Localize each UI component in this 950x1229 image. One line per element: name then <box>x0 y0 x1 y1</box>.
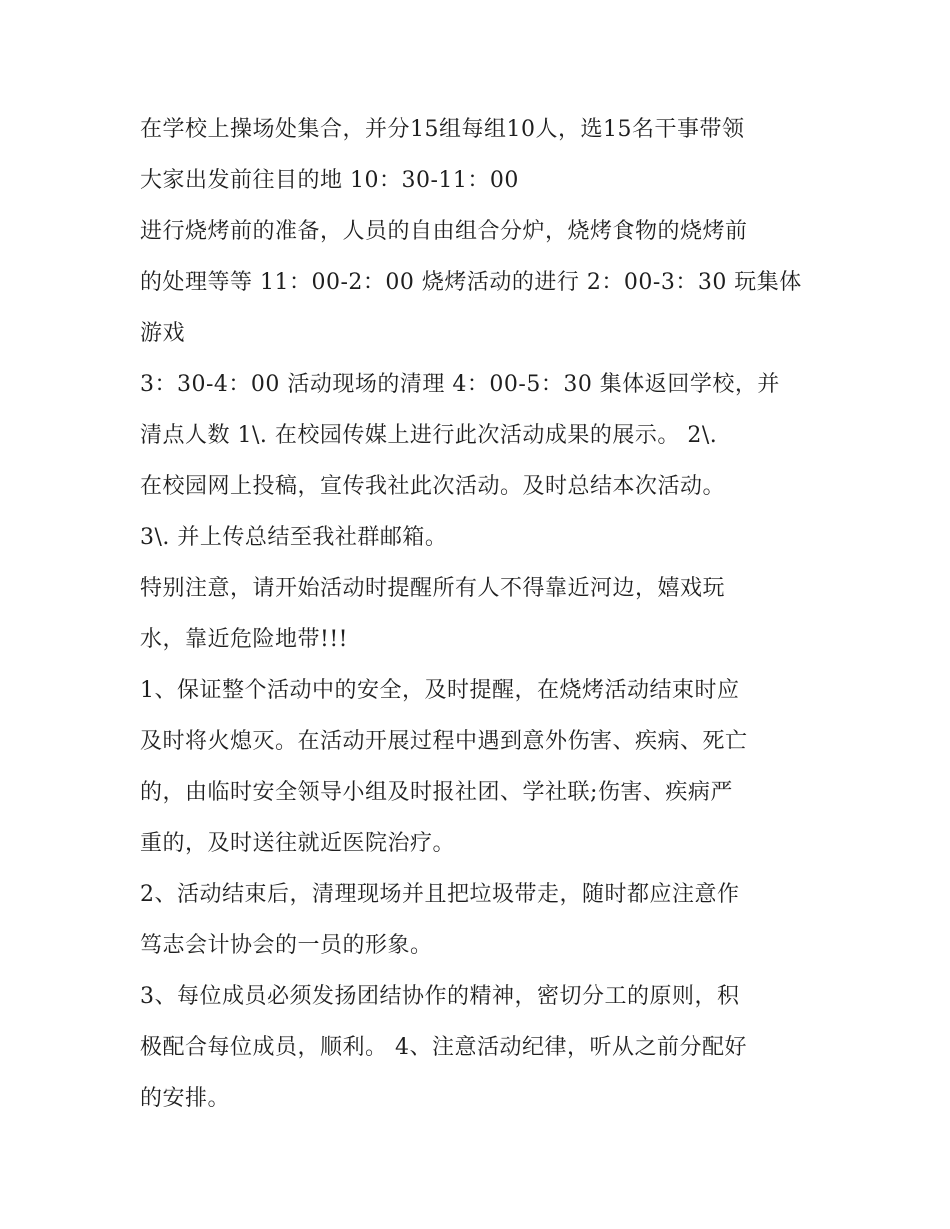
text-line-3: 进行烧烤前的准备，人员的自由组合分炉，烧烤食物的烧烤前 <box>140 219 748 244</box>
text-line-6: 3：30-4：00 活动现场的清理 4：00-5：30 集体返回学校，并 <box>140 372 780 397</box>
text-line-15: 重的，及时送往就近医院治疗。 <box>140 831 456 856</box>
text-line-12: 1、保证整个活动中的安全，及时提醒，在烧烤活动结束时应 <box>140 678 740 703</box>
text-line-4: 的处理等等 11：00-2：00 烧烤活动的进行 2：00-3：30 玩集体 <box>140 270 802 295</box>
text-line-11: 水，靠近危险地带!!! <box>140 627 349 652</box>
text-line-1: 在学校上操场处集合，并分15组每组10人，选15名干事带领 <box>140 117 745 142</box>
text-line-2: 大家出发前往目的地 10：30-11：00 <box>140 168 519 193</box>
text-line-19: 极配合每位成员，顺利。 4、注意活动纪律，听从之前分配好 <box>140 1035 747 1060</box>
text-line-17: 笃志会计协会的一员的形象。 <box>140 933 433 958</box>
text-line-13: 及时将火熄灭。在活动开展过程中遇到意外伤害、疾病、死亡 <box>140 729 748 754</box>
text-line-8: 在校园网上投稿，宣传我社此次活动。及时总结本次活动。 <box>140 474 726 499</box>
document-body <box>140 104 820 1124</box>
text-line-14: 的，由临时安全领导小组及时报社团、学社联;伤害、疾病严 <box>140 780 733 805</box>
text-line-18: 3、每位成员必须发扬团结协作的精神，密切分工的原则，积 <box>140 984 740 1009</box>
text-line-9: 3\. 并上传总结至我社群邮箱。 <box>140 525 448 550</box>
text-line-10: 特别注意，请开始活动时提醒所有人不得靠近河边，嬉戏玩 <box>140 576 726 601</box>
text-line-5: 游戏 <box>140 321 186 346</box>
text-line-7: 清点人数 1\. 在校园传媒上进行此次活动成果的展示。 2\. <box>140 423 718 448</box>
text-line-20: 的安排。 <box>140 1086 231 1111</box>
text-line-16: 2、活动结束后，清理现场并且把垃圾带走，随时都应注意作 <box>140 882 740 907</box>
